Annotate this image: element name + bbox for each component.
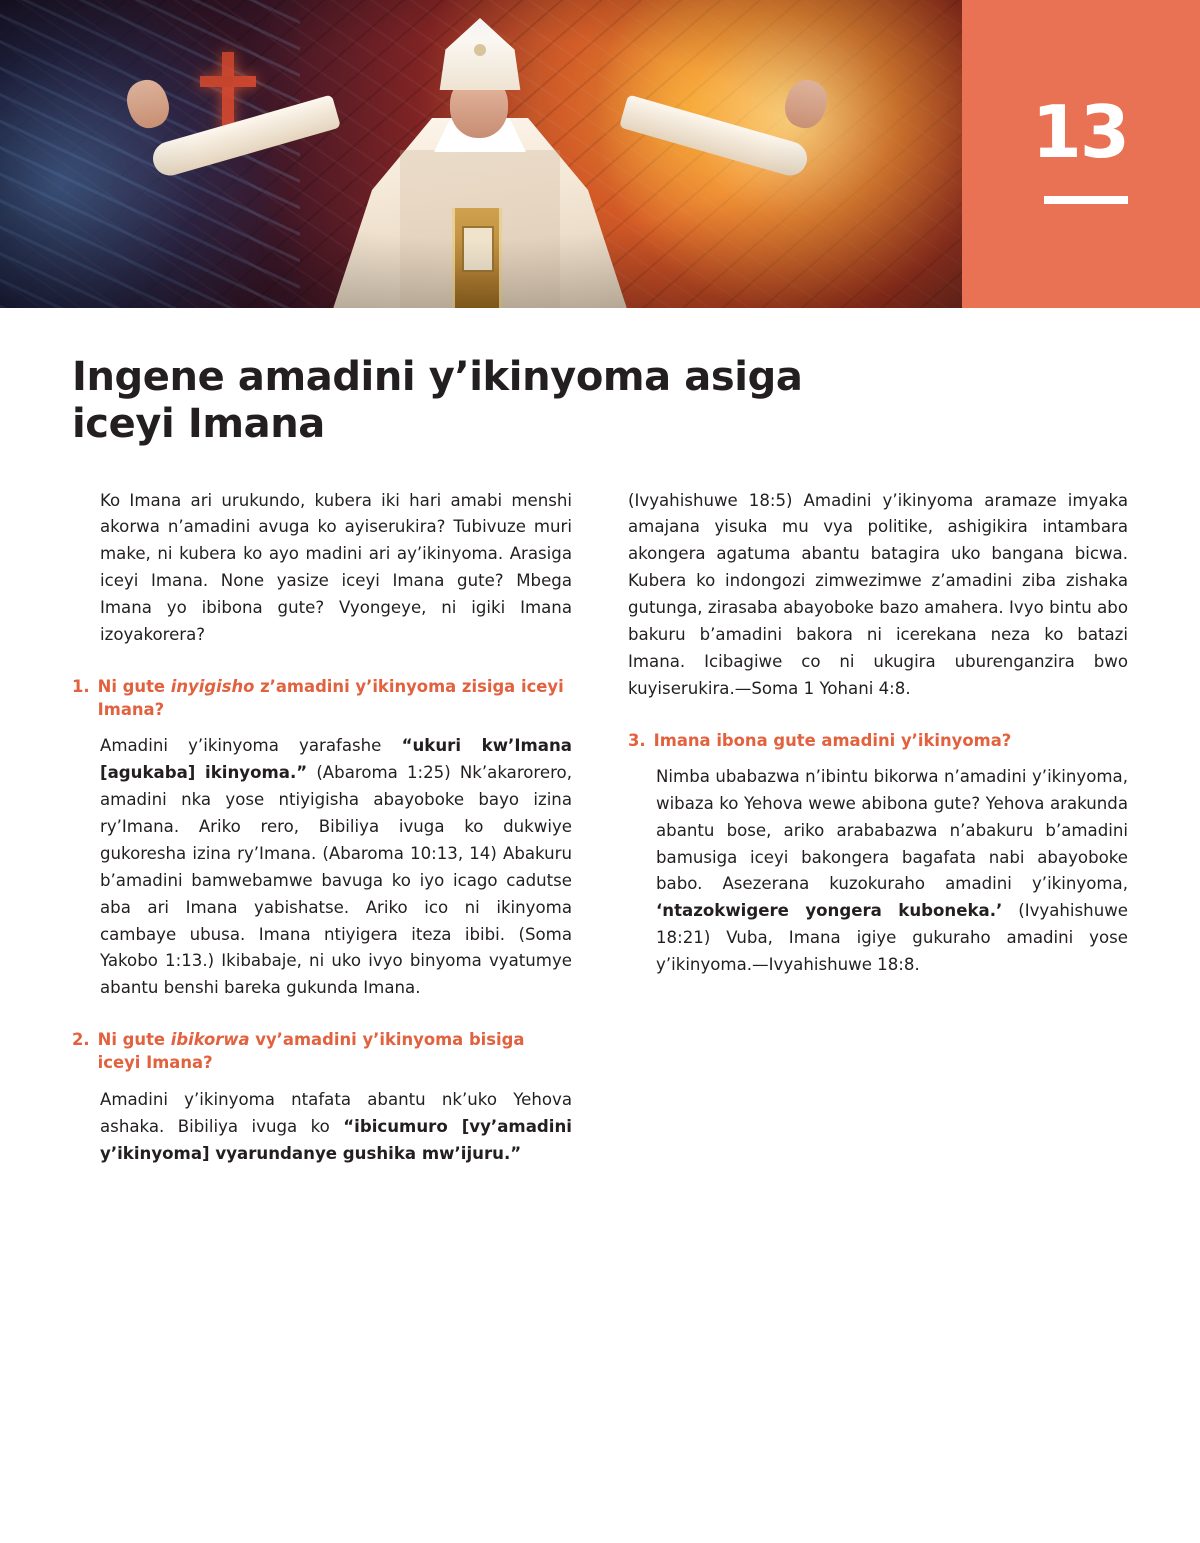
intro-paragraph: Ko Imana ari urukundo, kubera iki hari amabi menshi akorwa n’amadini avuga ko ayiserukira? Tubivuze muri make, ni kubera ko ayo madini ari ay’ikinyoma. Arasiga iceyi Imana. None yasize iceyi Imana gute? Mbega Imana yo ibibona gute? Vyongeye, ni igiki Imana izoyakorera? — [100, 490, 572, 644]
run-text: Amadini y’ikinyoma ntafata abantu nk’uko Yehova ashaka. Bibiliya ivuga ko — [100, 1089, 572, 1136]
section-number-2: 2. — [72, 1030, 90, 1050]
chapter-number: 13 — [1031, 90, 1128, 174]
run-bold: “ukuri kw’Imana [agukaba] ikinyoma.” — [100, 736, 573, 783]
section-heading-text-3: Imana ibona gute amadini y’ikinyoma? — [653, 730, 1012, 750]
page-title: Ingene amadini y’ikinyoma asiga iceyi Imana — [72, 354, 803, 447]
run-bold: ‘ntazokwigere yongera kuboneka.’ — [656, 901, 1003, 921]
section-3-paragraph — [628, 764, 1128, 979]
section-heading-1-italic: inyigisho — [170, 676, 255, 696]
run-text: Nimba ubabazwa n’ibintu bikorwa n’amadini y’ikinyoma, wibaza ko Yehova wewe abibona gute? Yehova arakunda abantu bose, ariko arababazwa n’abakuru b’amadini bamusiga iceyi bakongera bagafata nabi abayoboke babo. Asezerana kuzokuraho amadini y’ikinyoma, — [656, 766, 1128, 894]
section-2-paragraph — [72, 1087, 572, 1168]
run-text: Amadini y’ikinyoma yarafashe — [100, 736, 402, 756]
hero-banner — [0, 0, 1200, 308]
section-heading-text-2 — [98, 1028, 572, 1075]
section-heading-1-part2: z’amadini y’ikinyoma zisiga iceyi Imana? — [97, 676, 564, 720]
run-text: (Abaroma 1:25) Nk’akarorero, amadini nka yose ntiyigisha abayoboke bayo izina ry’Imana. Ariko rero, Bibiliya ivuga ko dukwiye gukoresha izina ry’Imana. (Abaroma 10:13, 14) Abakuru b’amadini bamwebamwe bavuga ko iyo icago cadutse aba ari Imana yabishatse. Ariko ico ni ikinyoma cambaye ubusa. Imana ntiyigera iteza ibibi. (Soma Yakobo 1:13.) Ikibabaje, ni uko ivyo binyoma vyatumye abantu benshi bareka gukunda Imana. — [100, 763, 572, 998]
column-left — [72, 488, 572, 1186]
section-heading-2-part1: Ni gute — [97, 1030, 171, 1050]
run-text: (Ivyahishuwe 18:21) Vuba, Imana igiye gukuraho amadini yose y’ikinyoma.—Ivyahishuwe 18:8. — [656, 901, 1128, 975]
article-columns — [72, 488, 1128, 1186]
section-heading-3 — [628, 729, 1128, 752]
hero-image — [0, 0, 962, 308]
run-bold: “ibicumuro [vy’amadini y’ikinyoma] vyarundanye gushika mw’ijuru.” — [100, 1116, 572, 1163]
image-vignette — [0, 0, 962, 308]
section-1-paragraph — [72, 733, 572, 1002]
section-heading-1 — [72, 675, 572, 722]
section-heading-1-part1: Ni gute — [97, 676, 171, 696]
section-2-paragraph-continued: (Ivyahishuwe 18:5) Amadini y’ikinyoma aramaze imyaka amajana yisuka mu vya politike, ashigikira intambara akongera agatuma abantu batagira uko bangana bicwa. Kubera ko indongozi zimwezimwe z’amadini ziba zishaka gutunga, zirasaba abayoboke bazo amahera. Ivyo bintu abo bakuru b’amadini bakora ni icerekana neza ko batazi Imana. Icibagiwe co ni ukugira uburenganzira bwo kuyiserukira.—Soma 1 Yohani 4:8. — [628, 490, 1128, 698]
column-right — [628, 488, 1128, 1186]
section-heading-2 — [72, 1028, 572, 1075]
page-body — [0, 308, 1200, 1185]
section-heading-2-part2: vy’amadini y’ikinyoma bisiga iceyi Imana? — [97, 1030, 525, 1073]
section-heading-2-italic: ibikorwa — [170, 1030, 250, 1050]
chapter-number-panel — [962, 0, 1200, 308]
section-number-3: 3. — [628, 730, 646, 750]
section-heading-text-1 — [98, 675, 572, 722]
chapter-number-rule — [1044, 196, 1128, 204]
section-number-1: 1. — [72, 676, 90, 696]
